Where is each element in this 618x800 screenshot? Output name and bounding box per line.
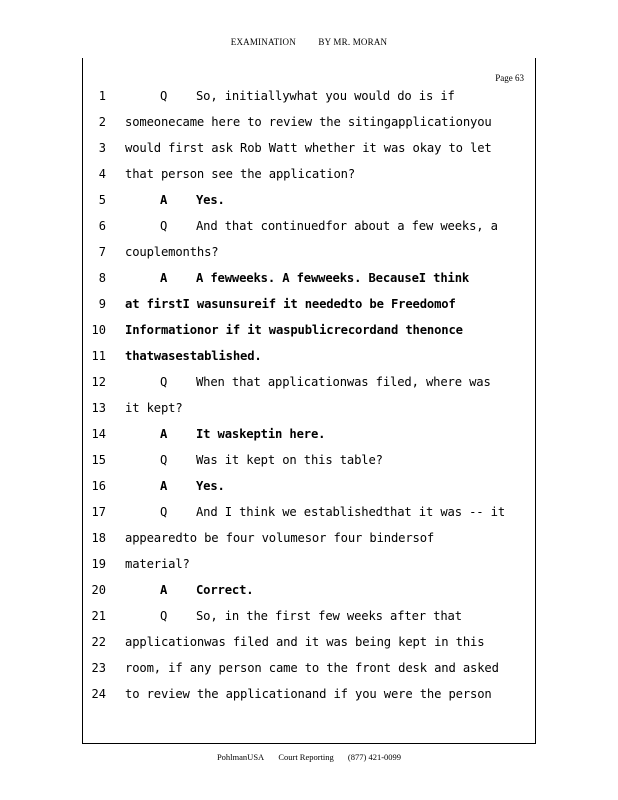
transcript-line: [0, 479, 618, 505]
transcript-line: [0, 271, 618, 297]
line-number: 1: [98, 89, 106, 103]
line-number: 7: [98, 245, 106, 259]
line-number: 3: [98, 141, 106, 155]
page-header: [0, 37, 618, 47]
transcript-line: [0, 89, 618, 115]
line-text: someonecame here to review the sitingapplicationyou: [125, 115, 492, 129]
line-number: 6: [98, 219, 106, 233]
line-number: 5: [98, 193, 106, 207]
line-number: 2: [98, 115, 106, 129]
line-number: 24: [91, 687, 106, 701]
transcript-line: [0, 635, 618, 661]
line-number: 14: [91, 427, 106, 441]
line-number: 17: [91, 505, 106, 519]
transcript-line: [0, 505, 618, 531]
transcript-line: [0, 141, 618, 167]
line-number: 11: [91, 349, 106, 363]
footer-company: PohlmanUSA: [216, 752, 265, 762]
line-text: room, if any person came to the front desk and asked: [125, 661, 499, 675]
line-number: 15: [91, 453, 106, 467]
line-text: it kept?: [125, 401, 183, 415]
line-text: Q And I think we establishedthat it was -- it: [160, 505, 505, 519]
transcript-line: [0, 115, 618, 141]
line-number: 19: [91, 557, 106, 571]
line-text: thatwasestablished.: [125, 349, 262, 363]
line-text: A Correct.: [160, 583, 254, 597]
line-text: Informationor if it waspublicrecordand thenonce: [125, 323, 463, 337]
line-text: A Yes.: [160, 193, 225, 207]
transcript-line: [0, 375, 618, 401]
line-number: 8: [98, 271, 106, 285]
line-text: Q So, initiallywhat you would do is if: [160, 89, 455, 103]
line-text: applicationwas filed and it was being kept in this: [125, 635, 485, 649]
transcript-line: [0, 193, 618, 219]
line-number: 20: [91, 583, 106, 597]
line-text: that person see the application?: [125, 167, 355, 181]
line-number: 18: [91, 531, 106, 545]
transcript-line: [0, 557, 618, 583]
transcript-line: [0, 661, 618, 687]
header-section: EXAMINATION: [230, 37, 296, 47]
line-text: A It waskeptin here.: [160, 427, 326, 441]
transcript-line: [0, 687, 618, 713]
line-text: appearedto be four volumesor four bindersof: [125, 531, 435, 545]
transcript-line: [0, 401, 618, 427]
footer-phone: (877) 421-0099: [347, 752, 402, 762]
line-number: 4: [98, 167, 106, 181]
line-text: couplemonths?: [125, 245, 219, 259]
page-footer: [0, 752, 618, 762]
transcript-line: [0, 245, 618, 271]
line-text: Q When that applicationwas filed, where was: [160, 375, 491, 389]
header-examiner: BY MR. MORAN: [318, 37, 388, 47]
line-text: A Yes.: [160, 479, 225, 493]
line-text: Q Was it kept on this table?: [160, 453, 383, 467]
line-number: 16: [91, 479, 106, 493]
transcript-line: [0, 297, 618, 323]
transcript-line: [0, 427, 618, 453]
transcript-line: [0, 453, 618, 479]
line-number: 12: [91, 375, 106, 389]
line-number: 13: [91, 401, 106, 415]
line-text: at firstI wasunsureif it neededto be Freedomof: [125, 297, 456, 311]
line-number: 23: [91, 661, 106, 675]
line-text: Q And that continuedfor about a few weeks, a: [160, 219, 498, 233]
transcript-line: [0, 323, 618, 349]
footer-service: Court Reporting: [278, 752, 334, 762]
transcript-line: [0, 531, 618, 557]
transcript-line: [0, 583, 618, 609]
line-number: 22: [91, 635, 106, 649]
transcript-line: [0, 167, 618, 193]
line-text: to review the applicationand if you were the person: [125, 687, 492, 701]
transcript-line: [0, 219, 618, 245]
line-number: 10: [91, 323, 106, 337]
transcript-line: [0, 349, 618, 375]
page-number: Page 63: [495, 73, 524, 83]
line-text: material?: [125, 557, 190, 571]
transcript-line: [0, 609, 618, 635]
line-text: would first ask Rob Watt whether it was okay to let: [125, 141, 492, 155]
line-number: 9: [98, 297, 106, 311]
line-text: A A fewweeks. A fewweeks. BecauseI think: [160, 271, 470, 285]
line-text: Q So, in the first few weeks after that: [160, 609, 462, 623]
line-number: 21: [91, 609, 106, 623]
